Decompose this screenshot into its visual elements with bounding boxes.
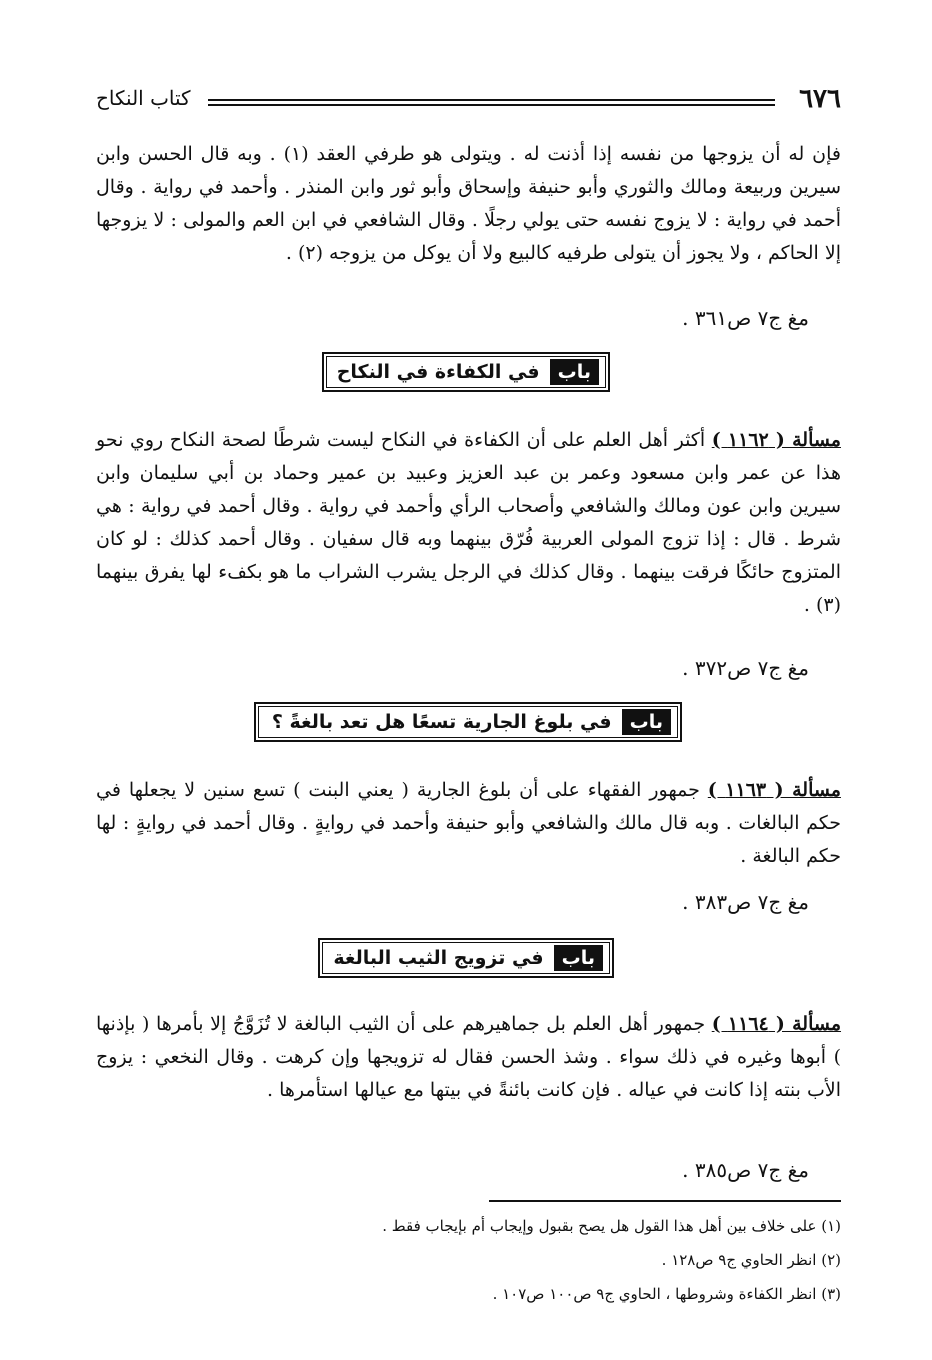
masala-1163 bbox=[96, 774, 841, 873]
footnote-1: (١) على خلاف بين أهل هذا القول هل يصح بقبول وإيجاب أم بإيجاب فقط . bbox=[382, 1217, 841, 1235]
section-reference: مغ ج٧ ص٣٨٣ . bbox=[682, 890, 809, 914]
bab-label: باب bbox=[554, 945, 603, 971]
section-heading-kafaa bbox=[322, 352, 610, 392]
header-rule bbox=[208, 99, 775, 106]
intro-paragraph: فإن له أن يزوجها من نفسه إذا أذنت له . ويتولى هو طرفي العقد (١) . وبه قال الحسن وابن سيرين وربيعة ومالك والثوري وأبو حنيفة وإسحاق وأبو ثور وابن المنذر . وأحمد في رواية . وقال أحمد في رواية : لا يزوج نفسه حتى يولي رجلًا . وقال الشافعي في ابن العم والمولى : لا يزوجها إلا الحاكم ، ولا يجوز أن يتولى طرفيه كالبيع ولا أن يوكل من يزوجه (٢) . bbox=[96, 143, 841, 264]
footnote-2: (٢) انظر الحاوي ج٩ ص١٢٨ . bbox=[661, 1251, 841, 1269]
page-header bbox=[96, 84, 841, 118]
book-page bbox=[96, 70, 841, 1340]
footnote-3: (٣) انظر الكفاءة وشروطها ، الحاوي ج٩ ص١٠٠ ص١٠٧ . bbox=[492, 1285, 841, 1303]
masala-text: جمهور أهل العلم بل جماهيرهم على أن الثيب البالغة لا تُزَوَّجُ إلا بأمرها ( بإذنها ) أبوها وغيره في ذلك سواء . وشذ الحسن فقال له تزويجها وإن كرهت . وقال النخعي : يزوج الأب بنته إذا كانت في عياله . فإن كانت بائنةً في بيتها مع عيالها استأمرها . bbox=[96, 1013, 841, 1101]
section-title: في تزويج الثيب البالغة bbox=[333, 947, 544, 969]
masala-label: مسألة ( ١١٦٢ ) bbox=[711, 429, 841, 451]
bab-label: باب bbox=[550, 359, 599, 385]
section-title: في بلوغ الجارية تسعًا هل تعد بالغةً ؟ bbox=[271, 711, 612, 733]
section-heading-buloogh bbox=[254, 702, 682, 742]
footnote-separator bbox=[489, 1200, 841, 1202]
section-heading-thayyib bbox=[318, 938, 614, 978]
masala-label: مسألة ( ١١٦٤ ) bbox=[711, 1013, 842, 1035]
section-reference: مغ ج٧ ص٣٧٢ . bbox=[682, 656, 809, 680]
running-title: كتاب النكاح bbox=[96, 86, 191, 110]
masala-1162 bbox=[96, 424, 841, 622]
masala-text: أكثر أهل العلم على أن الكفاءة في النكاح ليست شرطًا لصحة النكاح روي نحو هذا عن عمر وابن مسعود وعمر بن عبد العزيز وعبيد بن عمير وحماد بن أبي سليمان وابن سيرين وابن عون ومالك والشافعي وأصحاب الرأي وأحمد في رواية . وقال أحمد في رواية : هي شرط . قال : إذا تزوج المولى العربية فُرّق بينهما وبه قال سفيان . وقال أحمد كذلك : لو كان المتزوج حائكًا فرقت بينهما . وقال كذلك في الرجل يشرب الشراب ما هو بكفء لها يفرق بينهما (٣) . bbox=[96, 429, 841, 616]
masala-label: مسألة ( ١١٦٣ ) bbox=[707, 779, 841, 801]
masala-text: جمهور الفقهاء على أن بلوغ الجارية ( يعني البنت ) تسع سنين لا يجعلها في حكم البالغات . وبه قال مالك والشافعي وأبو حنيفة وأحمد في روايةٍ . وقال أحمد في روايةٍ : لها حكم البالغة . bbox=[96, 779, 841, 867]
masala-1164 bbox=[96, 1008, 841, 1107]
section-title: في الكفاءة في النكاح bbox=[336, 361, 540, 383]
section-reference: مغ ج٧ ص٣٨٥ . bbox=[682, 1158, 809, 1182]
intro-reference: مغ ج٧ ص٣٦١ . bbox=[682, 306, 809, 330]
page-number: ٦٧٦ bbox=[799, 84, 841, 114]
bab-label: باب bbox=[622, 709, 671, 735]
